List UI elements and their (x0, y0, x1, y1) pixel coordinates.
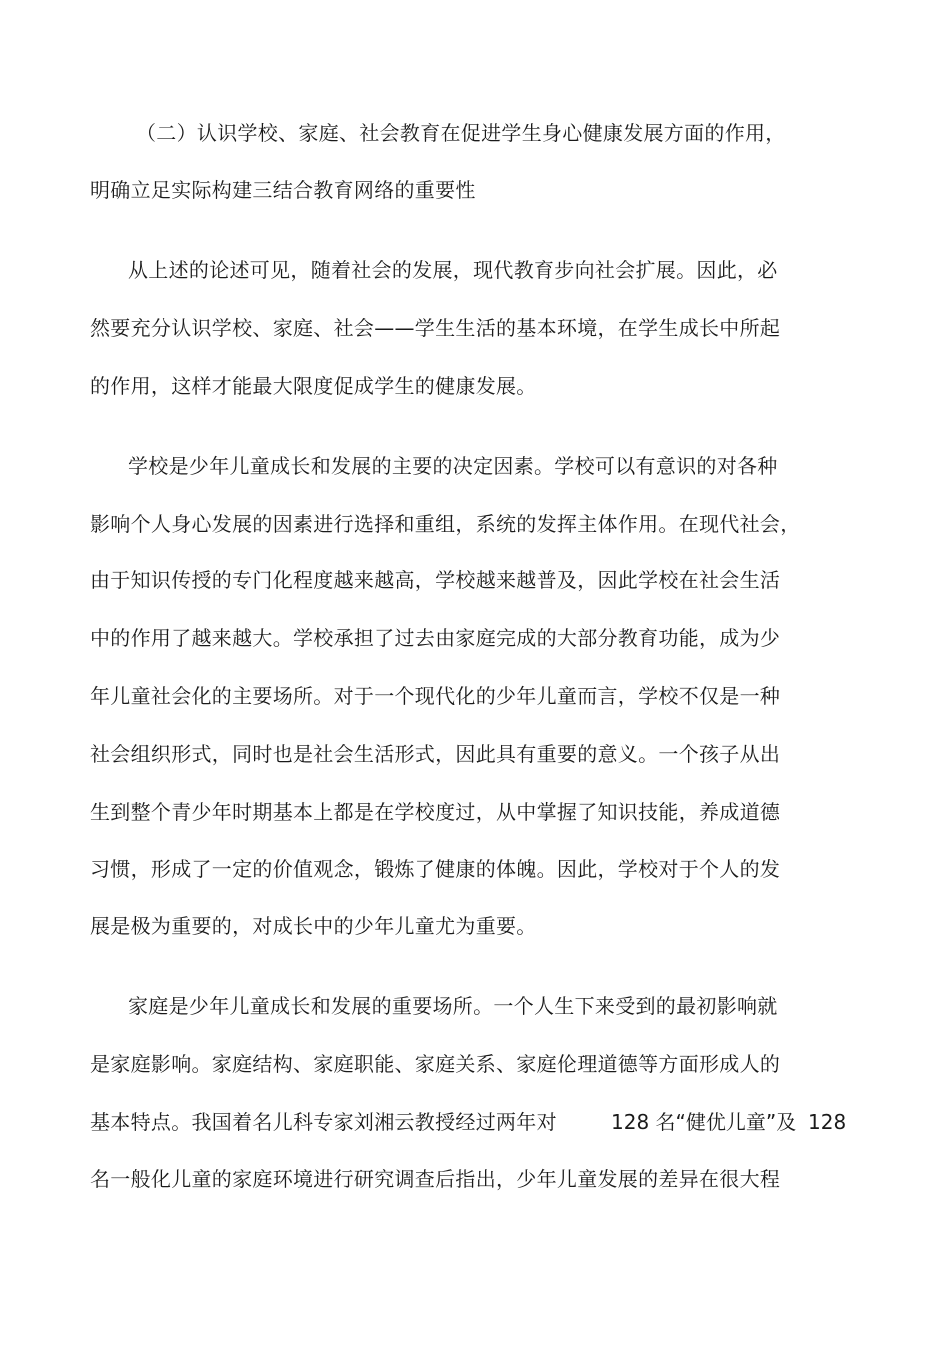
paragraph-2-line-7: 生到整个青少年时期基本上都是在学校度过，从中掌握了知识技能，养成道德 (90, 800, 781, 824)
section-heading-line-1: （二）认识学校、家庭、社会教育在促进学生身心健康发展方面的作用， (136, 121, 786, 145)
paragraph-2-line-4: 中的作用了越来越大。学校承担了过去由家庭完成的大部分教育功能，成为少 (90, 626, 781, 650)
paragraph-2-line-2: 影响个人身心发展的因素进行选择和重组，系统的发挥主体作用。在现代社会， (90, 512, 801, 536)
paragraph-3-line-3-start: 基本特点。我国着名儿科专家刘湘云教授经过两年对 (90, 1110, 557, 1134)
section-heading-line-2: 明确立足实际构建三结合教育网络的重要性 (90, 178, 476, 202)
paragraph-2-line-9: 展是极为重要的，对成长中的少年儿童尤为重要。 (90, 914, 537, 938)
paragraph-1-line-3: 的作用，这样才能最大限度促成学生的健康发展。 (90, 374, 537, 398)
paragraph-2-line-1: 学校是少年儿童成长和发展的主要的决定因素。学校可以有意识的对各种 (128, 454, 778, 478)
paragraph-3-line-2: 是家庭影响。家庭结构、家庭职能、家庭关系、家庭伦理道德等方面形成人的 (90, 1052, 781, 1076)
paragraph-3-line-3-end: 128 (808, 1110, 847, 1134)
paragraph-2-line-3: 由于知识传授的专门化程度越来越高，学校越来越普及，因此学校在社会生活 (90, 568, 781, 592)
paragraph-2-line-6: 社会组织形式，同时也是社会生活形式，因此具有重要的意义。一个孩子从出 (90, 742, 781, 766)
paragraph-2-line-5: 年儿童社会化的主要场所。对于一个现代化的少年儿童而言，学校不仅是一种 (90, 684, 781, 708)
paragraph-1-line-2: 然要充分认识学校、家庭、社会——学生生活的基本环境，在学生成长中所起 (90, 316, 781, 340)
paragraph-1-line-1: 从上述的论述可见，随着社会的发展，现代教育步向社会扩展。因此，必 (128, 258, 778, 282)
paragraph-2-line-8: 习惯，形成了一定的价值观念，锻炼了健康的体魄。因此，学校对于个人的发 (90, 857, 781, 881)
paragraph-3-line-3-mid: 128 名“健优儿童”及 (611, 1110, 797, 1134)
paragraph-3-line-1: 家庭是少年儿童成长和发展的重要场所。一个人生下来受到的最初影响就 (128, 994, 778, 1018)
paragraph-3-line-4: 名一般化儿童的家庭环境进行研究调查后指出，少年儿童发展的差异在很大程 (90, 1167, 781, 1191)
